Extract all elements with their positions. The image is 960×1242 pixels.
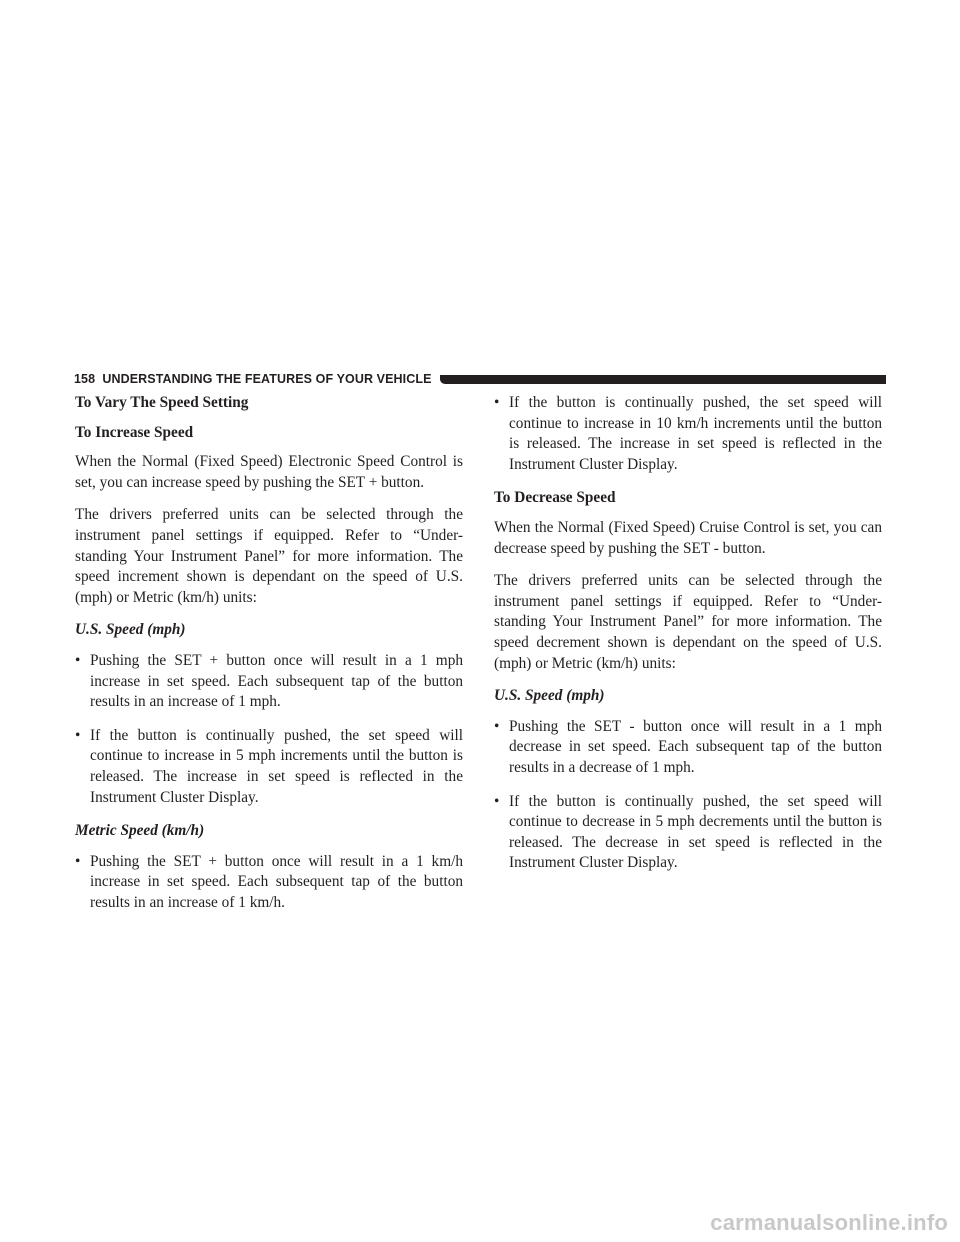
bullet-icon: • [75, 852, 81, 870]
watermark: carmanualsonline.info [710, 1210, 948, 1235]
decrease-units-paragraph: The drivers preferred units can be selected through the instrument panel settings if equipped. Refer to “Under-standing Your Instrument Panel” for more information. The speed decrement shown is dependant on the speed of U.S. (mph) or Metric (km/h) units: [494, 572, 882, 672]
us-speed-heading: U.S. Speed (mph) [494, 687, 605, 705]
list-item [494, 717, 882, 779]
left-column [75, 393, 463, 926]
page-number: 158 [74, 372, 96, 386]
bullet-icon: • [75, 726, 81, 744]
metric-speed-heading: Metric Speed (km/h) [75, 822, 205, 840]
increase-units-paragraph: The drivers preferred units can be selected through the instrument panel settings if equipped. Refer to “Under-standing Your Instrument Panel” for more information. The speed increment shown is dependant on the speed of U.S. (mph) or Metric (km/h) units: [75, 506, 463, 606]
right-column [494, 393, 882, 887]
decrease-intro-paragraph: When the Normal (Fixed Speed) Cruise Control is set, you can decrease speed by pushing the SET - button. [494, 518, 882, 557]
list-item [75, 852, 463, 914]
header-rule [440, 375, 886, 384]
list-item [494, 393, 882, 475]
section-heading: To Vary The Speed Setting [75, 394, 249, 411]
bullet-icon: • [494, 717, 500, 735]
list-item-text: Pushing the SET + button once will result in a 1 mph increase in set speed. Each subsequent tap of the button results in an increase of 1 mph. [90, 651, 463, 711]
page-header [74, 371, 886, 387]
list-item [75, 651, 463, 713]
list-item [494, 792, 882, 874]
decrease-speed-heading: To Decrease Speed [494, 489, 616, 507]
us-speed-heading: U.S. Speed (mph) [75, 621, 186, 639]
increase-intro-paragraph: When the Normal (Fixed Speed) Electronic Speed Control is set, you can increase speed by pushing the SET + button. [75, 453, 463, 491]
bullet-icon: • [75, 651, 81, 669]
bullet-icon: • [494, 792, 500, 810]
bullet-icon: • [494, 394, 500, 411]
list-item-text: Pushing the SET - button once will result in a 1 mph decrease in set speed. Each subsequent tap of the button results in a decrease of 1 mph. [509, 717, 882, 776]
list-item [75, 726, 463, 808]
list-item-text: Pushing the SET + button once will result in a 1 km/h increase in set speed. Each subsequent tap of the button results in an increase of 1 km/h. [90, 852, 463, 911]
list-item-text: If the button is continually pushed, the set speed will continue to increase in 10 km/h increments until the button is released. The increase in set speed is reflected in the Instrument Cluster Display. [509, 394, 882, 473]
list-item-text: If the button is continually pushed, the set speed will continue to increase in 5 mph increments until the button is released. The increase in set speed is reflected in the Instrument Cluster Display. [90, 726, 463, 806]
section-title: UNDERSTANDING THE FEATURES OF YOUR VEHICLE [102, 372, 432, 386]
increase-speed-heading: To Increase Speed [75, 423, 194, 441]
header-spacer [95, 372, 102, 386]
list-item-text: If the button is continually pushed, the set speed will continue to decrease in 5 mph decrements until the button is released. The decrease in set speed is reflected in the Instrument Cluster Display. [509, 792, 882, 872]
